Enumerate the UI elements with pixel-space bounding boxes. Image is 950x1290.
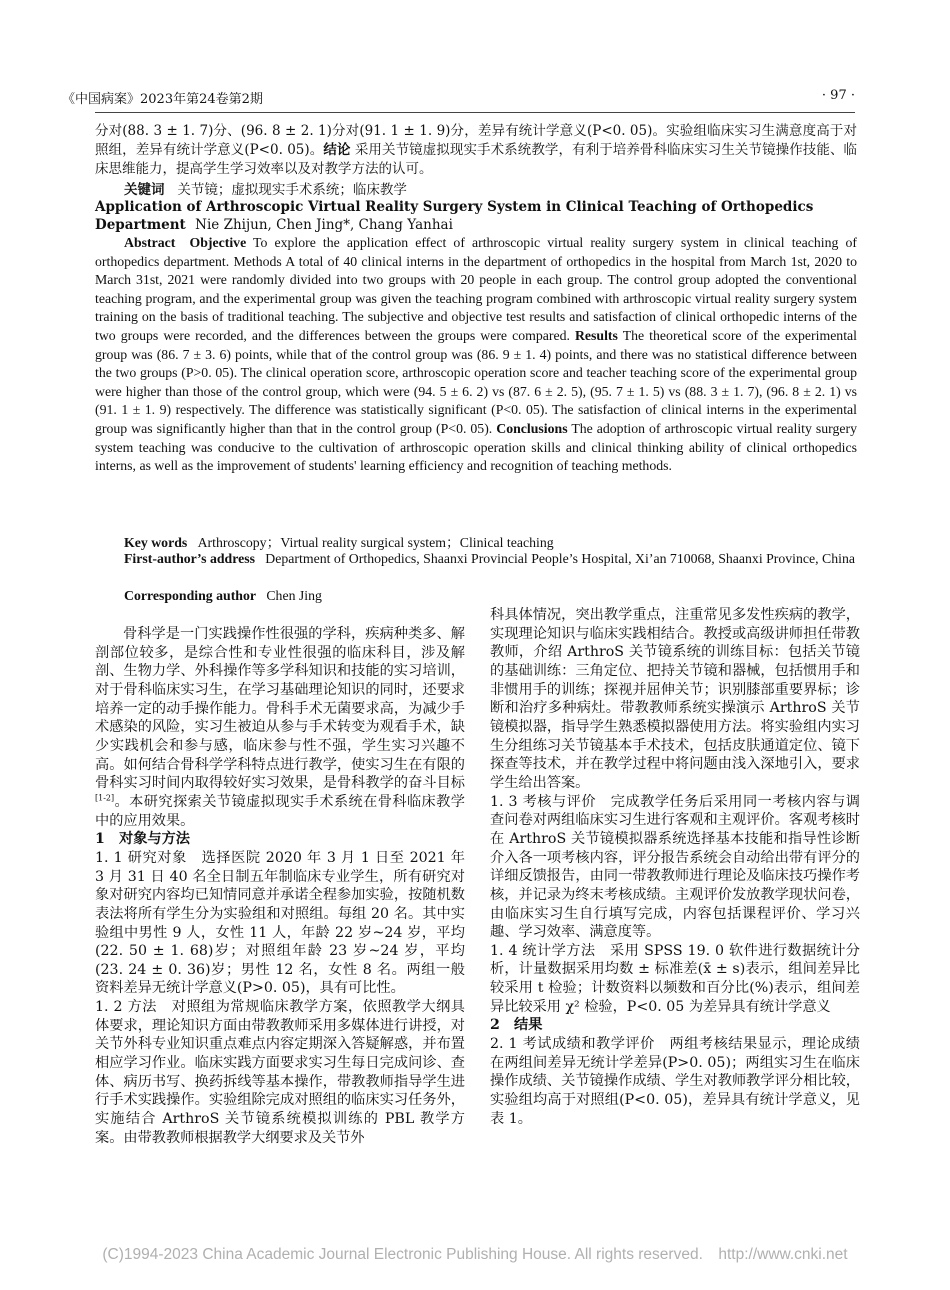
subsection-1-1: 1. 1 研究对象 选择医院 2020 年 3 月 1 日至 2021 年 3 月 31 日 40 名全日制五年制临床专业学生，所有研究对象对研究内容均已知情同意并承诺全程参加实验，按随机数表法将所有学生分为实验组和对照组。每组 20 名。其中实验组中男性 9 人，女性 11 人，年龄 22 岁~24 岁，平均(22. 50 ± 1. 68)岁；对照组年龄 23 岁~24 岁，平均(23. 24 ± 0. 36)岁；男性 12 名，女性 8 名。两组一般资料差异无统计学意义(P>0. 05)，具有可比性。 <box>95 849 465 997</box>
journal-name: 《中国病案》2023年第24卷第2期 <box>62 92 263 107</box>
corresponding-author: Corresponding author Chen Jing <box>124 588 322 603</box>
copyright-watermark: (C)1994-2023 China Academic Journal Electronic Publishing House. All rights reserved. http://www.cnki.net <box>102 1246 848 1263</box>
paragraph: 科具体情况，突出教学重点，注重常见多发性疾病的教学，实现理论知识与临床实践相结合。教授或高级讲师担任带教教师，介绍 ArthroS 关节镜系统的训练目标：包括关节镜的基础训练：三角定位、把持关节镜和器械，包括惯用手和非惯用手的训练；探视并屈伸关节；识别膝部重要界标；诊断和治疗多种病灶。带教教师系统实操演示 ArthroS 关节镜模拟器，指导学生熟悉模拟器使用方法。将实验组内实习生分组练习关节镜基本手术技术，包括皮肤通道定位、镜下探查等技术，并在教学过程中将问题由浅入深地引入，要求学生给出答案。 <box>490 607 860 791</box>
subsection-1-4: 1. 4 统计学方法 采用 SPSS 19. 0 软件进行数据统计分析，计量数据采用均数 ± 标准差(x̄ ± s)表示，组间差异比较采用 t 检验；计数资料以频数和百分比(%)表示，组间差异比较采用 χ² 检验，P<0. 05 为差异具有统计学意义 <box>490 942 860 1015</box>
intro-paragraph: 骨科学是一门实践操作性很强的学科，疾病种类多、解剖部位较多，是综合性和专业性很强的临床科目，涉及解剖、生物力学、外科操作等多学科知识和技能的实习培训，对于骨科临床实习生，在学习基础理论知识的同时，还要求培养一定的动手操作能力。骨科手术无菌要求高，为减少手术感染的风险，实习生被迫从参与手术转变为观看手术，缺少实践机会和参与感，临床参与性不强，学生实习兴趣不高。如何结合骨科学学科特点进行教学，使实习生在有限的骨科实习时间内取得较好实习效果，是骨科教学的奋斗目标[1-2]。本研究探索关节镜虚拟现实手术系统在骨科临床教学中的应用效果。 <box>95 626 465 829</box>
first-author-address: First-author’s address Department of Orthopedics, Shaanxi Provincial People’s Hospital, Xi’an 710068, Shaanxi Province, China <box>124 551 856 566</box>
english-keywords: Key words Arthroscopy；Virtual reality surgical system；Clinical teaching <box>124 535 554 550</box>
section-heading: 1 对象与方法 <box>95 831 190 848</box>
subsection-1-2: 1. 2 方法 对照组为常规临床教学方案，依照教学大纲具体要求，理论知识方面由带教教师采用多媒体进行讲授，对关节外科专业知识重点难点内容定期深入答疑解惑，并布置相应学习作业。临床实践方面要求实习生每日完成问诊、查体、病历书写、换药拆线等基本操作，带教教师指导学生进行手术实践操作。实验组除完成对照组的临床实习任务外，实施结合 ArthroS 关节镜系统模拟训练的 PBL 教学方案。由带教教师根据教学大纲要求及关节外 <box>95 999 465 1146</box>
running-header <box>62 88 855 110</box>
page-number: · 97 · <box>821 88 855 103</box>
subsection-1-3: 1. 3 考核与评价 完成教学任务后采用同一考核内容与调查问卷对两组临床实习生进行客观和主观评价。客观考核时在 ArthroS 关节镜模拟器系统选择基本技能和指导性诊断介入各一项考核内容，评分报告系统会自动给出带有评分的详细反馈报告，由同一带教教师进行理论及临床技巧操作考核，并记录为终末考核成绩。主观评价发放教学现状问卷，由临床实习生自行填写完成，内容包括课程评价、学习兴趣、学习效率、满意度等。 <box>490 793 860 941</box>
body-left-column <box>95 625 465 1147</box>
header-rule <box>95 112 855 113</box>
body-right-column <box>490 606 860 1128</box>
english-title: Application of Arthroscopic Virtual Reality Surgery System in Clinical Teaching of Orthopedics Department Nie Zhijun, Chen Jing*, Chang Yanhai <box>95 199 814 233</box>
subsection-2-1: 2. 1 考试成绩和教学评价 两组考核结果显示，理论成绩在两组间差异无统计学差异(P>0. 05)；两组实习生在临床操作成绩、关节镜操作成绩、学生对教师教学评分相比较，实验组均高于对照组(P<0. 05)，差异具有统计学意义，见表 1。 <box>490 1036 860 1127</box>
section-heading: 2 结果 <box>490 1017 543 1034</box>
chinese-keywords: 关键词 关节镜；虚拟现实手术系统；临床教学 <box>124 182 407 198</box>
conclusion-label: 结论 <box>323 142 351 158</box>
english-abstract: Abstract Objective To explore the application effect of arthroscopic virtual reality surgery system in clinical teaching of orthopedics department. Methods A total of 40 clinical interns in the department of orthopedics in the hospital from March 1st, 2020 to March 31st, 2021 were randomly divided into two groups with 20 people in each group. The control group adopted the conventional teaching program, and the experimental group was given the teaching program combined with arthroscopic virtual reality surgery system training on the basis of traditional teaching. The subjective and objective test results and satisfaction of clinical orthopedic interns of the two groups were recorded, and the differences between the groups were compared. Results The theoretical score of the experimental group was (86. 7 ± 3. 6) points, while that of the control group was (86. 9 ± 1. 4) points, and there was no statistical difference between the two groups (P>0. 05). The clinical operation score, arthroscopic operation score and teacher teaching score of the experimental group were higher than those of the control group, which were (94. 5 ± 6. 2) vs (87. 6 ± 2. 5), (95. 7 ± 1. 5) vs (88. 3 ± 1. 7), (96. 8 ± 2. 1) vs (91. 1 ± 1. 9) respectively. The difference was statistically significant (P<0. 05). The satisfaction of clinical interns in the experimental group was significantly higher than that in the control group (P<0. 05). Conclusions The adoption of arthroscopic virtual reality surgery system teaching was conducive to the cultivation of arthroscopic operation skills and clinical thinking ability of clinical orthopedics interns, as well as the improvement of students' learning efficiency and recognition of teaching methods. <box>95 235 858 474</box>
english-authors: Nie Zhijun, Chen Jing*, Chang Yanhai <box>195 217 453 233</box>
chinese-abstract-end: 分对(88. 3 ± 1. 7)分、(96. 8 ± 2. 1)分对(91. 1 ± 1. 9)分，差异有统计学意义(P<0. 05)。实验组临床实习生满意度高于对照组，差异有统计学意义(P<0. 05)。结论 采用关节镜虚拟现实手术系统教学，有利于培养骨科临床实习生关节镜操作技能、临床思维能力，提高学生学习效率以及对教学方法的认可。 <box>95 123 858 177</box>
